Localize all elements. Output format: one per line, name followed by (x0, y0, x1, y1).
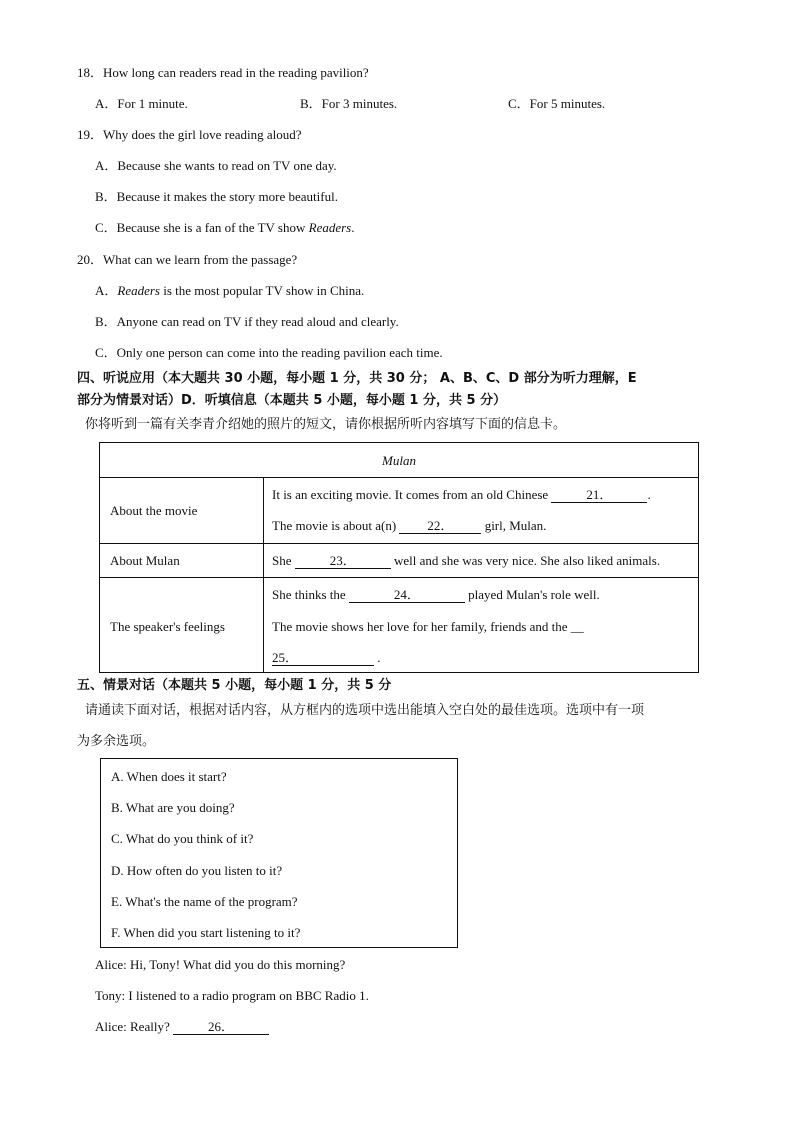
dialogue-option-c[interactable]: C. What do you think of it? (111, 831, 254, 846)
option-18a[interactable] (95, 96, 188, 112)
dialogue-line: Tony: I listened to a radio program on BBC Radio 1. (95, 988, 369, 1003)
row-label: About the movie (110, 503, 198, 518)
question-text: Why does the girl love reading aloud? (103, 127, 302, 142)
option-text: For 1 minute. (117, 96, 188, 111)
section-4-heading-line2: 部分为情景对话）D．听填信息（本题共 5 小题，每小题 1 分，共 5 分） (77, 393, 507, 408)
question-text: How long can readers read in the reading pavilion? (103, 65, 369, 80)
option-19a[interactable] (95, 158, 337, 174)
option-text: For 3 minutes. (321, 96, 398, 111)
option-text: For 5 minutes. (529, 96, 606, 111)
blank-26[interactable]: 26． (173, 1020, 269, 1035)
option-text: Because she wants to read on TV one day. (117, 158, 337, 173)
dialogue-option-d[interactable]: D. How often do you listen to it? (111, 863, 283, 878)
question-18 (77, 65, 369, 81)
option-label: B． (95, 189, 117, 204)
options-box (100, 758, 458, 948)
section-4-heading-line1: 四、听说应用（本大题共 30 小题，每小题 1 分，共 30 分； A、B、C、D 部分为听力理解，E (77, 371, 637, 386)
dialogue-option-a[interactable]: A. When does it start? (111, 769, 227, 784)
table-row (100, 544, 698, 578)
row-content-line: The movie shows her love for her family, friends and the __ (272, 619, 584, 634)
option-label: B． (300, 96, 322, 111)
option-label: C． (508, 96, 530, 111)
table-title: Mulan (382, 453, 416, 468)
question-20 (77, 252, 297, 268)
option-18b[interactable] (300, 96, 397, 112)
option-19c[interactable] (95, 220, 354, 236)
section-4-instruction: 你将听到一篇有关李青介绍她的照片的短文，请你根据所听内容填写下面的信息卡。 (85, 417, 567, 432)
question-19 (77, 127, 302, 143)
table-row (100, 478, 698, 544)
section-5-heading: 五、情景对话（本题共 5 小题，每小题 1 分，共 5 分 (77, 678, 392, 693)
option-text-end: . (351, 220, 355, 235)
dialogue-option-e[interactable]: E. What's the name of the program? (111, 894, 298, 909)
text: played Mulan's role well. (464, 587, 600, 602)
option-text: Because she is a fan of the TV show (116, 220, 309, 235)
text: . (374, 650, 381, 665)
dialogue-line: Alice: Hi, Tony! What did you do this morning? (95, 957, 346, 972)
dialogue-option-f[interactable]: F. When did you start listening to it? (111, 925, 301, 940)
question-number: 19． (77, 127, 104, 142)
text: She thinks the (272, 587, 349, 602)
table-row (100, 578, 698, 672)
option-20a[interactable] (95, 283, 364, 299)
row-label: The speaker's feelings (110, 619, 225, 634)
blank-22[interactable]: 22． (399, 519, 481, 534)
option-label: A． (95, 96, 118, 111)
dialogue-line (95, 1019, 269, 1035)
blank-21[interactable]: 21． (551, 488, 647, 503)
info-card-table (99, 442, 699, 673)
row-content-line (272, 650, 381, 666)
text: She (272, 553, 295, 568)
option-19b[interactable] (95, 189, 338, 205)
option-text: Anyone can read on TV if they read aloud and clearly. (116, 314, 399, 329)
row-content-line (272, 587, 600, 603)
option-label: C． (95, 345, 117, 360)
question-number: 20． (77, 252, 104, 267)
show-title: Readers (308, 220, 352, 235)
option-18c[interactable] (508, 96, 605, 112)
section-5-instruction-line1: 请通读下面对话，根据对话内容，从方框内的选项中选出能填入空白处的最佳选项。选项中有一项 (85, 703, 645, 718)
text: . (647, 487, 651, 502)
text: The movie is about a(n) (272, 518, 400, 533)
question-text: What can we learn from the passage? (103, 252, 298, 267)
row-label: About Mulan (110, 553, 180, 568)
text: Alice: Really? (95, 1019, 173, 1034)
table-title-row (100, 443, 698, 478)
option-label: B． (95, 314, 117, 329)
option-label: A． (95, 158, 118, 173)
question-number: 18． (77, 65, 104, 80)
option-text: Only one person can come into the reading pavilion each time. (116, 345, 443, 360)
show-title: Readers (117, 283, 160, 298)
row-content-line (272, 553, 660, 569)
blank-23[interactable]: 23． (295, 554, 391, 569)
option-20c[interactable] (95, 345, 443, 361)
section-5-instruction-line2: 为多余选项。 (77, 734, 156, 749)
text: well and she was very nice. She also liked animals. (390, 553, 661, 568)
row-content-line (272, 487, 651, 503)
blank-24[interactable]: 24． (349, 588, 465, 603)
text: girl, Mulan. (481, 518, 547, 533)
row-content-line (272, 518, 546, 534)
dialogue-option-b[interactable]: B. What are you doing? (111, 800, 235, 815)
option-20b[interactable] (95, 314, 399, 330)
option-label: C． (95, 220, 117, 235)
blank-25[interactable]: 25． (272, 651, 374, 666)
option-label: A． (95, 283, 118, 298)
option-text: Because it makes the story more beautiful. (116, 189, 338, 204)
option-text: is the most popular TV show in China. (160, 283, 365, 298)
text: It is an exciting movie. It comes from an old Chinese (272, 487, 552, 502)
